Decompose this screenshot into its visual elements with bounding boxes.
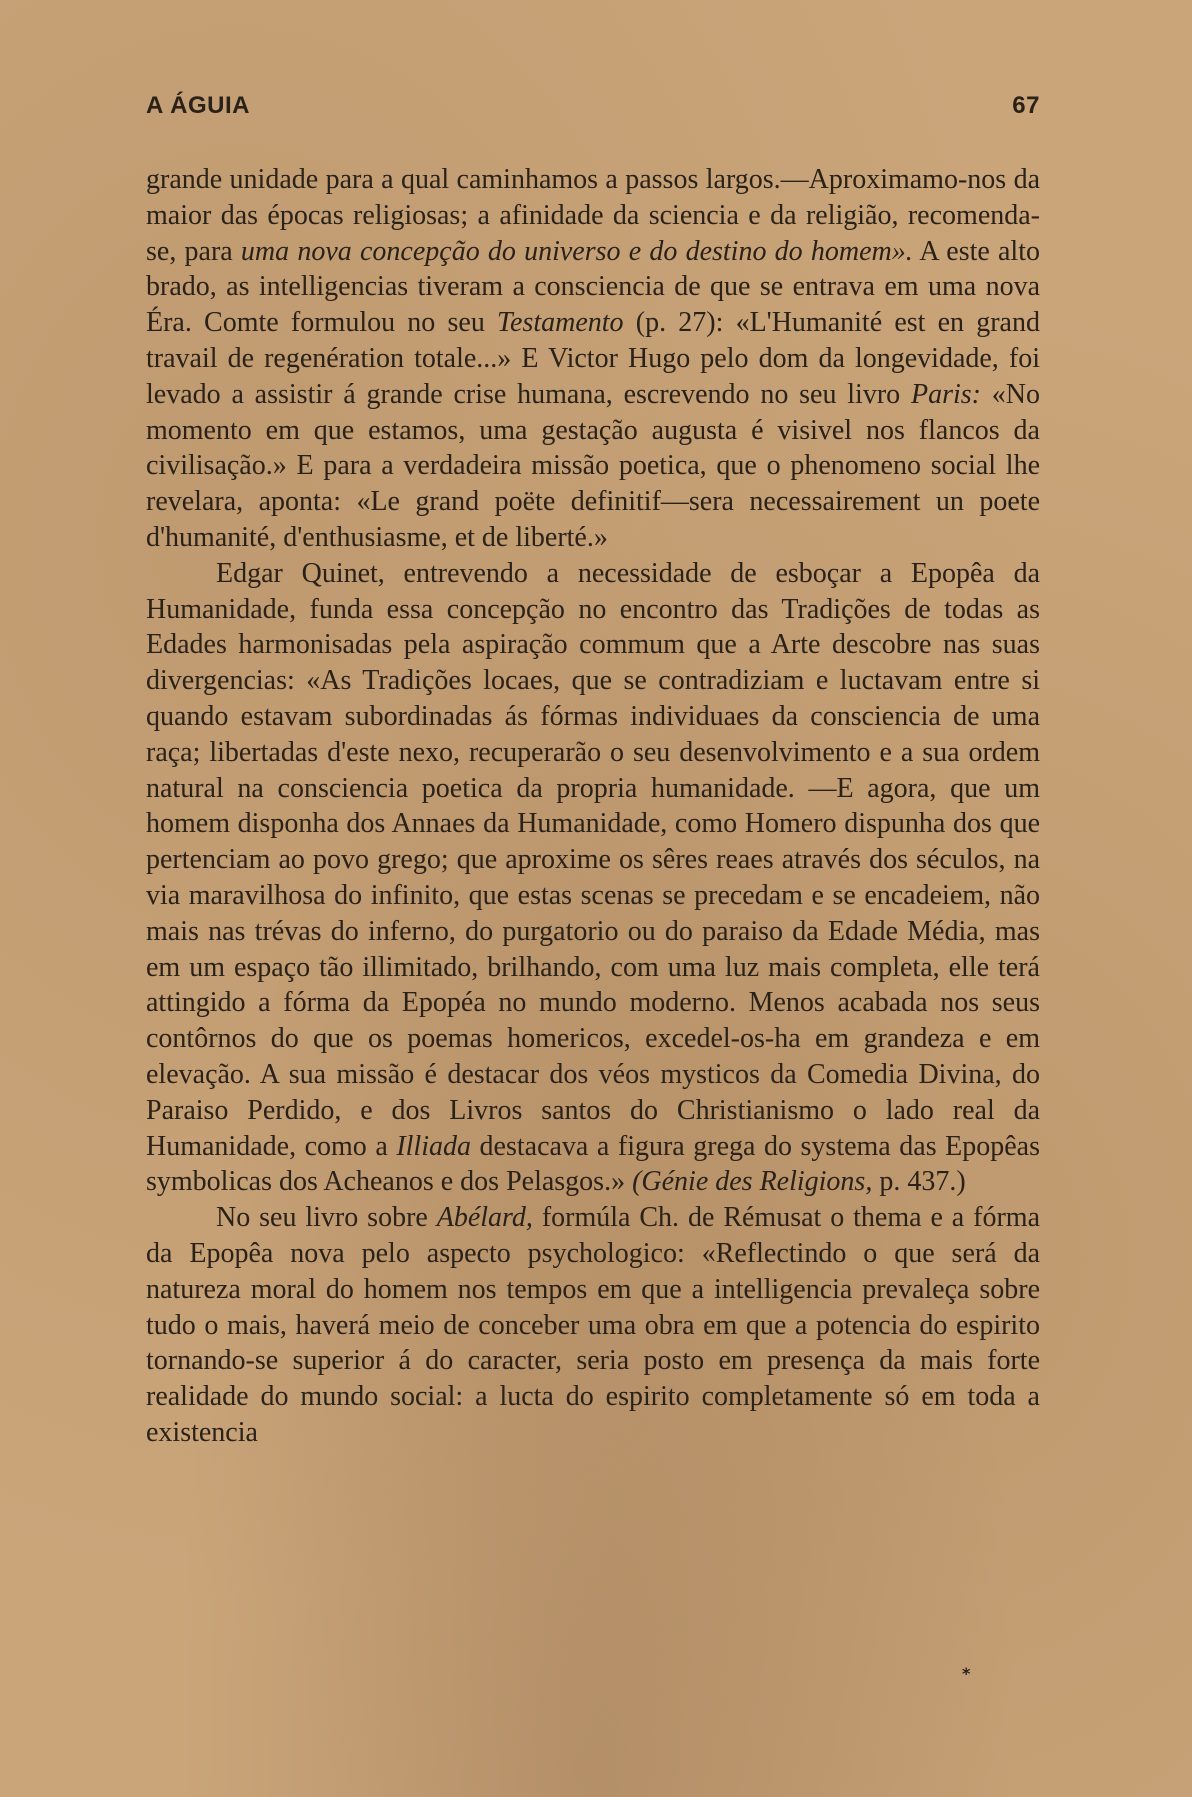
text-run: grande unidade para a qual caminhamos a passos largos.—Aproximamo-nos da maior das épocas religiosas; a afinidade da sciencia e da religião, recomenda-se, para [146, 164, 1040, 267]
text-run: (p. 27): «L'Humanité est en grand travail de regenération totale...» E Victor Hugo pelo dom da longevidade, foi levado a assistir á grande crise humana, escrevendo no seu livro [146, 307, 1040, 410]
text-run: No seu livro sobre [216, 1202, 437, 1234]
italic-text: Testamento [497, 307, 624, 339]
paragraph [146, 162, 1040, 556]
italic-text: Abélard, [436, 1202, 533, 1234]
page-number: 67 [1012, 92, 1040, 119]
text-run: formúla Ch. de Rémusat o thema e a fórma da Epopêa nova pelo aspecto psychologico: «Reflectindo o que será da natureza moral do homem nos tempos em que a intelligencia prevaleça sobre tudo o mais, haverá meio de conceber uma obra em que a potencia do espirito tornando-se superior á do caracter, seria posto em presença da mais forte realidade do mundo social: a lucta do espirito completamente só em toda a existencia [146, 1202, 1041, 1448]
signature-mark: * [962, 1664, 971, 1683]
italic-text: (Génie des Religions, [632, 1166, 873, 1198]
journal-title: A ÁGUIA [146, 92, 250, 119]
text-run: «No momento em que estamos, uma gestação augusta é visivel nos flancos da civilisação.» E para a verdadeira missão poetica, que o phenomeno social lhe revelara, aponta: «Le grand poëte definitif—sera necessairement un poete d'humanité, d'enthusiasme, et de liberté.» [146, 378, 1040, 553]
paragraph [146, 556, 1040, 1200]
italic-text: uma nova concepção do universo e do destino do homem». [240, 235, 913, 267]
running-header [146, 92, 1040, 120]
body-text [146, 162, 1040, 1451]
italic-text: Illiada [396, 1130, 471, 1162]
paragraph [146, 1200, 1040, 1451]
text-run: Edgar Quinet, entrevendo a necessidade de esboçar a Epopêa da Humanidade, funda essa concepção no encontro das Tradições de todas as Edades harmonisadas pela aspiração commum que a Arte descobre nas suas divergencias: «As Tradições locaes, que se contradiziam e luctavam entre si quando estavam subordinadas ás fórmas individuaes da consciencia de uma raça; libertadas d'este nexo, recuperarão o seu desenvolvimento e a sua ordem natural na consciencia poetica da propria humanidade. —E agora, que um homem disponha dos Annaes da Humanidade, como Homero dispunha dos que pertenciam ao povo grego; que aproxime os sêres reaes através dos séculos, na via maravilhosa do infinito, que estas scenas se precedam e se encadeiem, não mais nas trévas do inferno, do purgatorio ou do paraiso da Edade Média, mas em um espaço tão illimitado, brilhando, com uma luz mais completa, elle terá attingido a fórma da Epopéa no mundo moderno. Menos acabada nos seus contôrnos do que os poemas homericos, excedel-os-ha em grandeza e em elevação. A sua missão é destacar dos véos mysticos da Comedia Divina, do Paraiso Perdido, e dos Livros santos do Christianismo o lado real da Humanidade, como a [146, 557, 1040, 1162]
text-run: p. 437.) [872, 1166, 966, 1198]
text-run: A este alto brado, as intelligencias tiveram a consciencia de que se entrava em uma nova Éra. Comte formulou no seu [146, 235, 1040, 339]
book-page [146, 92, 1040, 1451]
text-run: destacava a figura grega do systema das Epopêas symbolicas dos Acheanos e dos Pelasgos.» [146, 1130, 1040, 1198]
italic-text: Paris: [910, 378, 981, 410]
